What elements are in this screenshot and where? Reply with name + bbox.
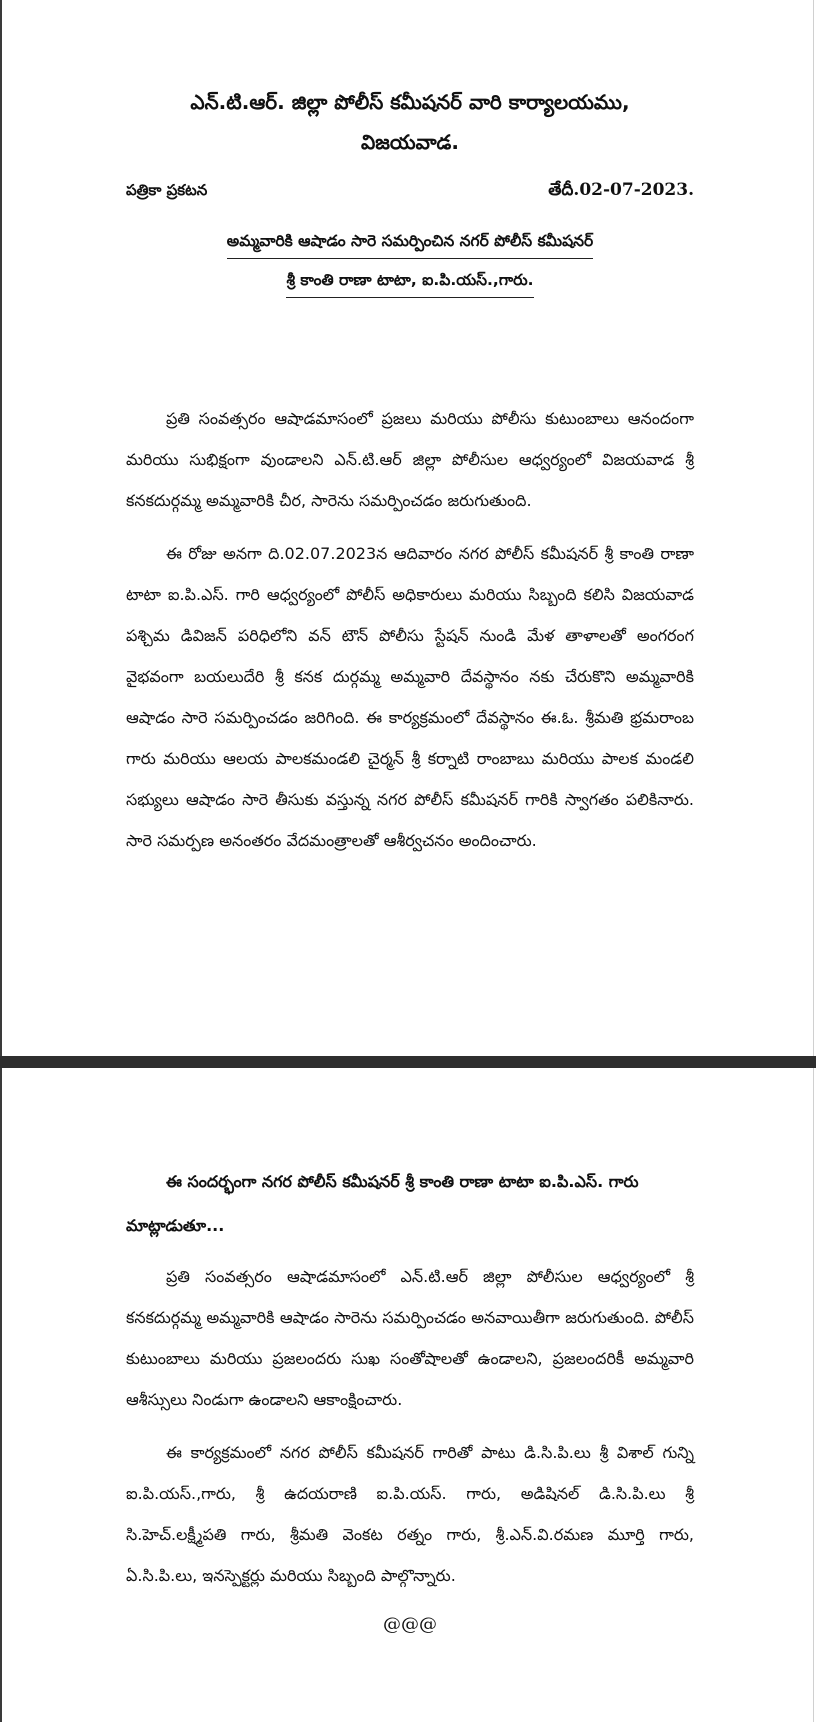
headline-line-2: శ్రీ కాంతి రాణా టాటా, ఐ.పి.యస్.,గారు.	[286, 271, 533, 298]
office-title: ఎన్.టి.ఆర్. జిల్లా పోలీస్ కమీషనర్ వారి కార్యాలయము,	[190, 90, 630, 114]
press-meta-row	[126, 180, 694, 204]
paragraph-4: ఈ కార్యక్రమంలో నగర పోలీస్ కమీషనర్ గారితో పాటు డి.సి.పి.లు శ్రీ విశాల్ గున్ని ఐ.పి.యస్.,గారు, శ్రీ ఉదయరాణి ఐ.పి.యస్. గారు, అడిషినల్ డి.సి.పి.లు శ్రీ సి.హెచ్.లక్ష్మీపతి గారు, శ్రీమతి వెంకట రత్నం గారు, శ్రీ.ఎన్.వి.రమణ మూర్తి గారు, ఏ.సి.పి.లు, ఇనస్పెక్టర్లు మరియు సిబ్బంది పాల్గొన్నారు.	[126, 1443, 694, 1585]
paragraph-3: ప్రతి సంవత్సరం ఆషాడమాసంలో ఎన్.టి.ఆర్ జిల్లా పోలీసుల ఆధ్వర్యంలో శ్రీ కనకదుర్గమ్మ అమ్మవారికి ఆషాడం సారెను సమర్పించడం అనవాయితీగా జరుగుతుంది. పోలీస్ కుటుంబాలు మరియు ప్రజలందరు సుఖ సంతోషాలతో ఉండాలని, ప్రజలందరికీ అమ్మవారి ఆశీస్సులు నిండుగా ఉండాలని ఆకాంక్షించారు.	[126, 1267, 694, 1409]
paragraph-1: ప్రతి సంవత్సరం ఆషాడమాసంలో ప్రజలు మరియు పోలీసు కుటుంబాలు ఆనందంగా మరియు సుభిక్షంగా వుండాలని ఎన్.టి.ఆర్ జిల్లా పోలీసుల ఆధ్వర్యంలో విజయవాడ శ్రీ కనకదుర్గమ్మ అమ్మవారికి చీర, సారెను సమర్పించడం జరుగుతుంది.	[126, 409, 694, 510]
page-1-body	[126, 398, 694, 861]
paragraph-2: ఈ రోజు అనగా ది.02.07.2023న ఆదివారం నగర పోలీస్ కమీషనర్ శ్రీ కాంతి రాణా టాటా ఐ.పి.ఎస్. గారి ఆధ్వర్యంలో పోలీస్ అధికారులు మరియు సిబ్బంది కలిసి విజయవాడ పశ్చిమ డివిజన్ పరిధిలోని వన్ టౌన్ పోలీసు స్టేషన్ నుండి మేళ తాళాలతో అంగరంగ వైభవంగా బయలుదేరి శ్రీ కనక దుర్గమ్మ అమ్మవారి దేవస్థానం నకు చేరుకొని అమ్మవారికి ఆషాడం సారె సమర్పించడం జరిగింది. ఈ కార్యక్రమంలో దేవస్థానం ఈ.ఓ. శ్రీమతి భ్రమరాంబ గారు మరియు ఆలయ పాలకమండలి చైర్మన్ శ్రీ కర్నాటి రాంబాబు మరియు పాలక మండలి సభ్యులు ఆషాడం సారె తీసుకు వస్తున్న నగర పోలీస్ కమీషనర్ గారికి స్వాగతం పలికినారు. సారె సమర్పణ అనంతరం వేదమంత్రాలతో ఆశీర్వచనం అందించారు.	[126, 544, 694, 850]
document-page-2	[0, 1068, 814, 1722]
closing-mark: @@@	[383, 1614, 437, 1635]
headline-line-1: అమ్మవారికి ఆషాడం సారె సమర్పించిన నగర్ పోలీస్ కమీషనర్	[227, 232, 593, 259]
page-separator	[0, 1056, 816, 1068]
office-city: విజయవాడ.	[361, 130, 459, 154]
press-release-label: పత్రికా ప్రకటన	[126, 181, 208, 199]
page-2-body	[126, 1160, 694, 1635]
statement-intro: ఈ సందర్భంగా నగర పోలీస్ కమీషనర్ శ్రీ కాంతి రాణా టాటా ఐ.పి.ఎస్. గారు మాట్లాడుతూ...	[126, 1172, 639, 1235]
release-date: తేదీ.02-07-2023.	[548, 180, 694, 200]
page-1-content	[126, 82, 694, 304]
headline	[126, 226, 694, 304]
